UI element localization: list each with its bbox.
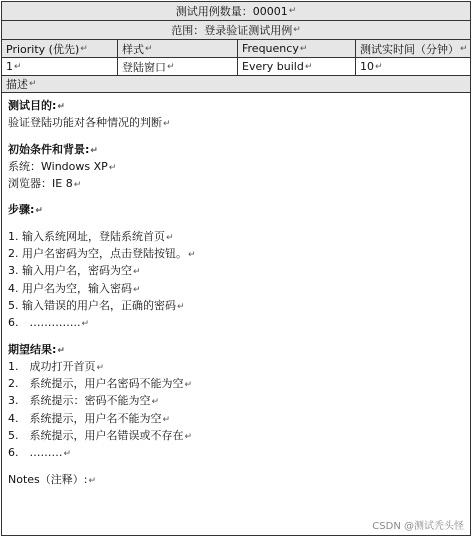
expected-item: 5. 系统提示，用户名错误或不存在↵	[8, 429, 193, 443]
watermark: CSDN @测试秃头怪	[372, 521, 464, 532]
step-item: 5. 输入错误的用户名，正确的密码↵	[8, 298, 185, 312]
header-style: 样式 ↵	[118, 40, 238, 57]
cell-priority: 1 ↵	[2, 58, 118, 75]
header-frequency: Frequency ↵	[238, 40, 356, 57]
notes-label: Notes（注释）:↵	[8, 472, 97, 486]
condition-browser: 浏览器：IE 8↵	[8, 177, 82, 191]
purpose-label: 测试目的:↵	[8, 99, 65, 112]
expected-item: 2. 系统提示，用户名密码不能为空↵	[8, 377, 193, 391]
step-item: 6. …………..↵	[8, 316, 90, 330]
step-item: 4. 用户名为空，输入密码↵	[8, 281, 141, 295]
expected-item: 3. 系统提示：密码不能为空↵	[8, 394, 160, 408]
step-item: 3. 输入用户名，密码为空↵	[8, 264, 141, 278]
condition-system: 系统：Windows XP↵	[8, 159, 117, 173]
test-case-count: 测试用例数量：00001	[175, 5, 288, 18]
cell-test-time: 10 ↵	[360, 60, 383, 73]
expected-item: 4. 系统提示，用户名不能为空↵	[8, 411, 171, 425]
cell-style: 登陆窗口 ↵	[118, 58, 238, 75]
description-label: 描述	[6, 78, 28, 91]
expected-item: 1. 成功打开首页↵	[8, 359, 105, 373]
purpose-text: 验证登陆功能对各种情况的判断↵	[8, 116, 171, 130]
step-item: 1. 输入系统网址，登陆系统首页↵	[8, 229, 174, 243]
title-row	[2, 2, 470, 21]
expected-label: 期望结果:↵	[8, 342, 65, 356]
table-data-row	[2, 58, 470, 76]
test-case-document	[1, 1, 471, 536]
description-body	[2, 93, 470, 535]
header-priority: Priority (优先) ↵	[2, 40, 118, 57]
header-test-time: 测试实时间（分钟） ↵	[360, 42, 468, 56]
scope-row	[2, 21, 470, 40]
conditions-label: 初始条件和背景:↵	[8, 142, 98, 156]
step-item: 2. 用户名密码为空，点击登陆按钮。↵	[8, 247, 196, 261]
table-header-row	[2, 40, 470, 58]
description-row: 描述 ↵	[2, 76, 470, 93]
cell-frequency: Every build ↵	[238, 58, 356, 75]
test-scope: 范围：登录验证测试用例	[171, 24, 293, 37]
paragraph-mark: ↵	[288, 6, 297, 16]
paragraph-mark: ↵	[293, 25, 301, 35]
steps-label: 步骤:↵	[8, 203, 43, 217]
expected-item: 6. ………↵	[8, 446, 72, 460]
